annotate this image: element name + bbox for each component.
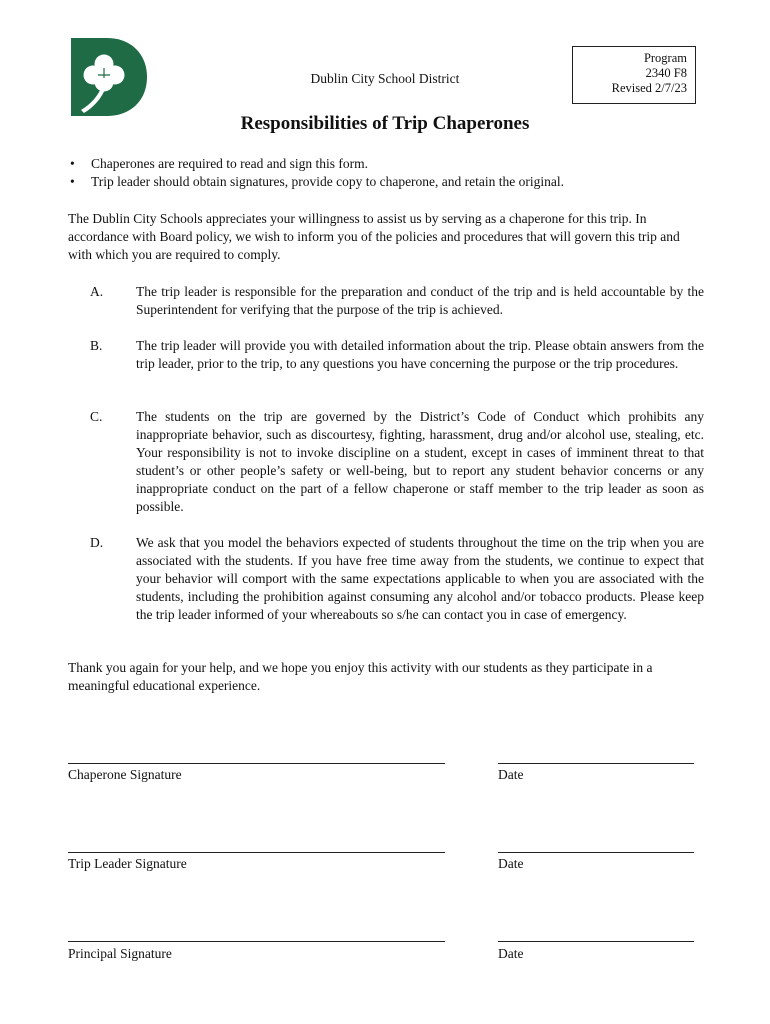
program-code: 2340 F8: [645, 66, 687, 80]
list-item-text: Chaperones are required to read and sign this form.: [91, 156, 369, 171]
bullet-icon: •: [70, 156, 75, 171]
chaperone-signature-label: Chaperone Signature: [68, 767, 182, 782]
responsibility-item: [68, 534, 704, 624]
page-title: Responsibilities of Trip Chaperones: [240, 113, 530, 134]
item-letter: B.: [90, 338, 103, 353]
trip-leader-signature-label: Trip Leader Signature: [68, 856, 187, 871]
item-text: The students on the trip are governed by the District’s Code of Conduct which prohibits any inappropriate behavior, such as discourtesy, fighting, harassment, drug and/or alcohol use, stealing, etc. Your responsibility is not to invoke discipline on a student, except in cases of imminent threat to that student’s or other people’s safety or well-being, but to report any student behavior concerns or any inappropriate conduct on the part of a fellow chaperone or staff member to the trip leader as soon as possible.: [136, 409, 704, 514]
item-letter: C.: [90, 409, 103, 424]
program-label: Program: [643, 51, 687, 65]
trip-leader-date-line[interactable]: [498, 852, 694, 853]
instruction-list: [68, 155, 708, 191]
responsibility-item: [68, 337, 704, 373]
list-item-text: Trip leader should obtain signatures, provide copy to chaperone, and retain the original.: [91, 174, 565, 189]
district-name: Dublin City School District: [310, 71, 460, 86]
principal-signature-line[interactable]: [68, 941, 445, 942]
item-text: The trip leader is responsible for the preparation and conduct of the trip and is held accountable by the Superintendent for verifying that the purpose of the trip is achieved.: [136, 284, 704, 317]
trip-leader-date-label: Date: [498, 856, 524, 871]
item-text: The trip leader will provide you with detailed information about the trip. Please obtain answers from the trip leader, prior to the trip, to any questions you have concerning the purpose or the trip procedures.: [136, 338, 704, 371]
item-letter: D.: [90, 535, 104, 550]
chaperone-date-line[interactable]: [498, 763, 694, 764]
list-item: [68, 173, 708, 191]
item-text: We ask that you model the behaviors expected of students throughout the time on the trip when you are associated with the students. If you have free time away from the students, we continue to expect that your behavior will comport with the same expectations applicable to when you are associated with the students, including the prohibition against consuming any alcohol and/or tobacco products. Please keep the trip leader informed of your whereabouts so s/he can contact you in case of emergency.: [136, 535, 704, 622]
principal-signature-label: Principal Signature: [68, 946, 172, 961]
chaperone-signature-line[interactable]: [68, 763, 445, 764]
chaperone-date-label: Date: [498, 767, 524, 782]
intro-paragraph: The Dublin City Schools appreciates your willingness to assist us by serving as a chaperone for this trip. In accordance with Board policy, we wish to inform you of the policies and procedures that will govern this trip and with which you are required to comply.: [68, 211, 680, 262]
program-box: [572, 46, 696, 104]
responsibility-item: [68, 408, 704, 516]
closing-paragraph: Thank you again for your help, and we hope you enjoy this activity with our students as they participate in a meaningful educational experience.: [68, 660, 653, 693]
item-letter: A.: [90, 284, 104, 299]
responsibility-item: [68, 283, 704, 319]
trip-leader-signature-line[interactable]: [68, 852, 445, 853]
revised-date: Revised 2/7/23: [611, 81, 687, 95]
bullet-icon: •: [70, 174, 75, 189]
list-item: [68, 155, 708, 173]
principal-date-label: Date: [498, 946, 524, 961]
principal-date-line[interactable]: [498, 941, 694, 942]
